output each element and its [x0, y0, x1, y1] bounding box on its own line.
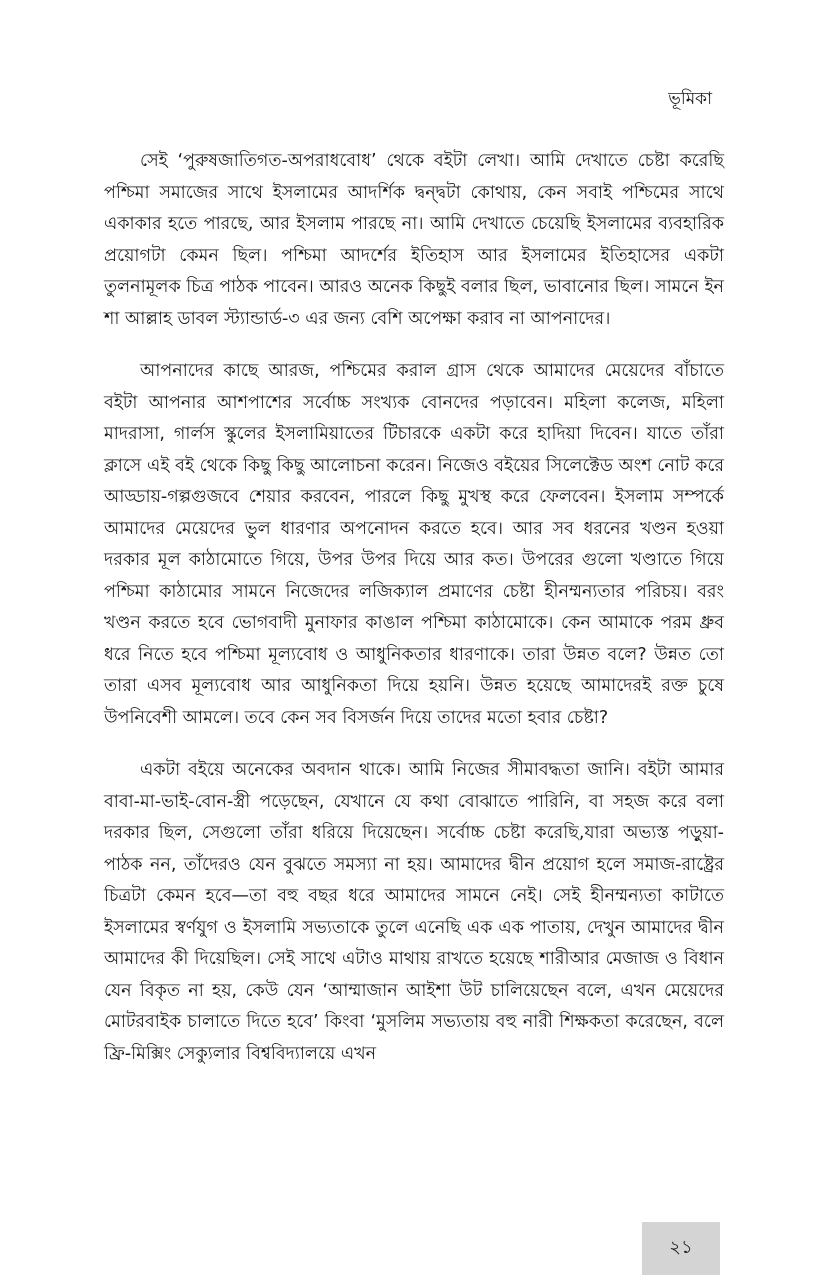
paragraph: আপনাদের কাছে আরজ, পশ্চিমের করাল গ্রাস থেকে আমাদের মেয়েদের বাঁচাতে বইটা আপনার আশপাশের সর্বোচ্চ সংখ্যক বোনদের পড়াবেন। মহিলা কলেজ, মহিলা মাদরাসা, গার্লস স্কুলের ইসলামিয়াতের টিচারকে একটা করে হাদিয়া দিবেন। যাতে তাঁরা ক্লাসে এই বই থেকে কিছু কিছু আলোচনা করেন। নিজেও বইয়ের সিলেক্টেড অংশ নোট করে আড্ডায়-গল্পগুজবে শেয়ার করবেন, পারলে কিছু মুখস্থ করে ফেলবেন। ইসলাম সম্পর্কে আমাদের মেয়েদের ভুল ধারণার অপনোদন করতে হবে। আর সব ধরনের খণ্ডন হওয়া দরকার মূল কাঠামোতে গিয়ে, উপর উপর দিয়ে আর কত। উপরের গুলো খণ্ডাতে গিয়ে পশ্চিমা কাঠামোর সামনে নিজেদের লজিক্যাল প্রমাণের চেষ্টা হীনম্মন্যতার পরিচয়। বরং খণ্ডন করতে হবে ভোগবাদী মুনাফার কাঙাল পশ্চিমা কাঠামোকে। কেন আমাকে পরম ধ্রুব ধরে নিতে হবে পশ্চিমা মূল্যবোধ ও আধুনিকতার ধারণাকে। তারা উন্নত বলে? উন্নত তো তারা এসব মূল্যবোধ আর আধুনিকতা দিয়ে হয়নি। উন্নত হয়েছে আমাদেরই রক্ত চুষে উপনিবেশী আমলে। তবে কেন সব বিসর্জন দিয়ে তাদের মতো হবার চেষ্টা? [104, 361, 724, 728]
running-header: ভূমিকা [668, 89, 712, 109]
page-number-box [642, 1222, 720, 1275]
page-number: ২১ [669, 1237, 693, 1258]
paragraph: একটা বইয়ে অনেকের অবদান থাকে। আমি নিজের সীমাবদ্ধতা জানি। বইটা আমার বাবা-মা-ভাই-বোন-স্ত্রী পড়েছেন, যেখানে যে কথা বোঝাতে পারিনি, বা সহজ করে বলা দরকার ছিল, সেগুলো তাঁরা ধরিয়ে দিয়েছেন। সর্বোচ্চ চেষ্টা করেছি,যারা অভ্যস্ত পড়ুয়া-পাঠক নন, তাঁদেরও যেন বুঝতে সমস্যা না হয়। আমাদের দ্বীন প্রয়োগ হলে সমাজ-রাষ্ট্রের চিত্রটা কেমন হবে—তা বহু বছর ধরে আমাদের সামনে নেই। সেই হীনম্মন্যতা কাটাতে ইসলামের স্বর্ণযুগ ও ইসলামি সভ্যতাকে তুলে এনেছি এক এক পাতায়, দেখুন আমাদের দ্বীন আমাদের কী দিয়েছিল। সেই সাথে এটাও মাথায় রাখতে হয়েছে শারীআর মেজাজ ও বিধান যেন বিকৃত না হয়, কেউ যেন ‘আম্মাজান আইশা উট চালিয়েছেন বলে, এখন মেয়েদের মোটরবাইক চালাতে দিতে হবে’ কিংবা ‘মুসলিম সভ্যতায় বহু নারী শিক্ষকতা করেছেন, বলে ফ্রি-মিক্সিং সেক্যুলার বিশ্ববিদ্যালয়ে এখন [104, 760, 724, 1064]
paragraph: সেই ‘পুরুষজাতিগত-অপরাধবোধ’ থেকে বইটা লেখা। আমি দেখাতে চেষ্টা করেছি পশ্চিমা সমাজের সাথে ইসলামের আদর্শিক দ্বন্দ্বটা কোথায়, কেন সবাই পশ্চিমের সাথে একাকার হতে পারছে, আর ইসলাম পারছে না। আমি দেখাতে চেয়েছি ইসলামের ব্যবহারিক প্রয়োগটা কেমন ছিল। পশ্চিমা আদর্শের ইতিহাস আর ইসলামের ইতিহাসের একটা তুলনামূলক চিত্র পাঠক পাবেন। আরও অনেক কিছুই বলার ছিল, ভাবানোর ছিল। সামনে ইন শা আল্লাহ ডাবল স্ট্যান্ডার্ড-৩ এর জন্য বেশি অপেক্ষা করাব না আপনাদের। [104, 151, 724, 329]
body-text [104, 146, 724, 1091]
